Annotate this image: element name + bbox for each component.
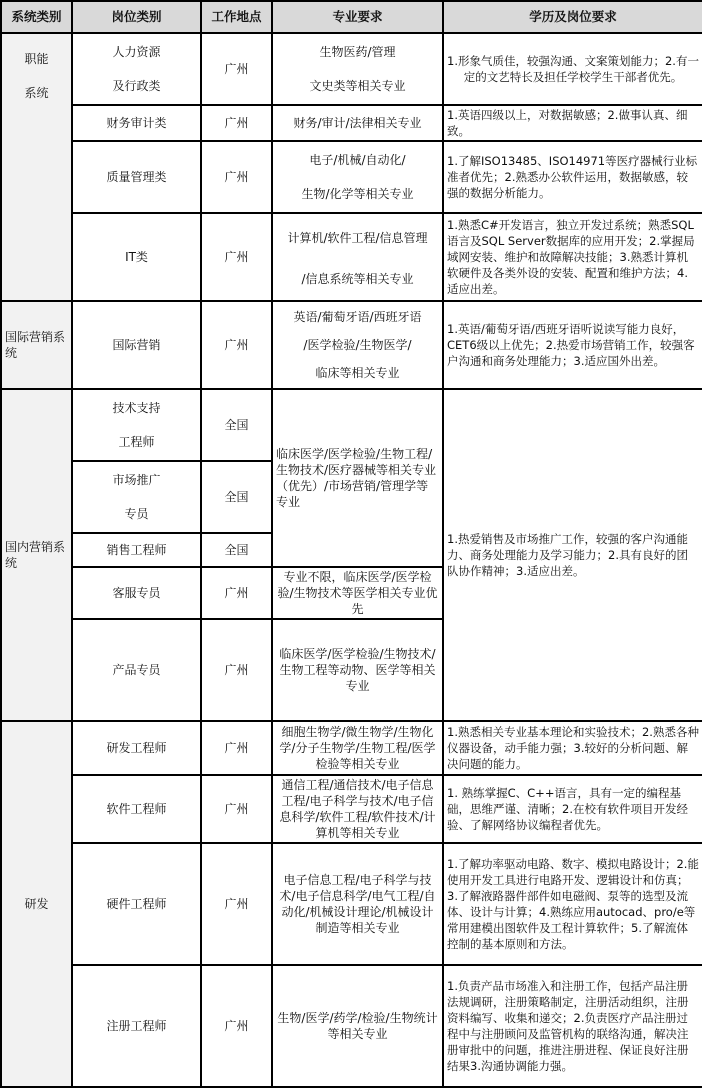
position-cell: 质量管理类 [72,141,201,213]
major-line: 电子/机械/自动化/ [309,153,406,167]
system-cell [1,33,72,301]
location-cell: 广州 [201,843,272,965]
location-cell: 广州 [201,213,272,301]
position-cell: 国际营销 [72,301,201,389]
position-cell: 软件工程师 [72,775,201,843]
position-line: 工程师 [118,435,155,449]
position-cell [72,389,201,461]
requirements-cell: 1.熟悉C#开发语言，独立开发过系统；熟悉SQL语言及SQL Server数据库的应用开发；2.掌握局域网安装、维护和故障解决技能；3.熟悉计算机软硬件及各类外设的安装、配置和维护方法；4.适应出差。 [443,213,702,301]
position-cell: 客服专员 [72,567,201,619]
header-position: 岗位类别 [72,1,201,33]
position-line: 市场推广 [112,473,161,487]
position-cell: 注册工程师 [72,965,201,1087]
position-line: 及行政类 [112,79,161,93]
major-cell [272,213,443,301]
major-cell: 细胞生物学/微生物学/生物化学/分子生物学/生物工程/医学检验等相关专业 [272,721,443,775]
major-cell: 生物/医学/药学/检验/生物统计等相关专业 [272,965,443,1087]
requirements-cell: 1.英语四级以上，对数据敏感；2.做事认真、细致。 [443,105,702,141]
system-line: 职能 [24,52,49,66]
location-cell: 广州 [201,965,272,1087]
major-cell: 临床医学/医学检验/生物工程/生物技术/医疗器械等相关专业（优先）/市场营销/管理学等专业 [272,389,443,567]
requirements-cell: 1.负责产品市场准入和注册工作，包括产品注册法规调研，注册策略制定，注册活动组织，注册资料编写、收集和递交；2.负责医疗产品注册过程中与注册顾问及监管机构的联络沟通，解决注册审批中的问题，推进注册进程、保证良好注册结果3.沟通协调能力强。 [443,965,702,1087]
table-row [1,105,702,141]
header-major: 专业要求 [272,1,443,33]
major-cell [272,33,443,105]
position-cell: 销售工程师 [72,533,201,567]
major-line: 计算机/软件工程/信息管理 [287,231,428,245]
major-line: 生物/化学等相关专业 [301,187,414,201]
table-row [1,33,702,105]
location-cell: 全国 [201,533,272,567]
table-row [1,775,702,843]
major-cell: 通信工程/通信技术/电子信息工程/电子科学与技术/电子信息科学/软件工程/软件技术/计算机等相关专业 [272,775,443,843]
system-cell: 研发 [1,721,72,1087]
position-cell [72,461,201,533]
location-cell: 广州 [201,141,272,213]
requirements-cell: 1.了解ISO13485、ISO14971等医疗器械行业标准者优先；2.熟悉办公软件运用，数据敏感，较强的数据分析能力。 [443,141,702,213]
header-system: 系统类别 [1,1,72,33]
location-cell: 全国 [201,389,272,461]
table-row [1,721,702,775]
location-cell: 广州 [201,721,272,775]
location-cell: 广州 [201,105,272,141]
position-cell: 财务审计类 [72,105,201,141]
position-line: 人力资源 [112,45,161,59]
location-cell: 广州 [201,301,272,389]
major-cell: 专业不限，临床医学/医学检验/生物技术等医学相关专业优先 [272,567,443,619]
requirements-cell: 1.了解功率驱动电路、数字、模拟电路设计；2.能使用开发工具进行电路开发、逻辑设计和仿真；3.了解液路器件部件如电磁阀、泵等的选型及流体、设计与计算；4.熟练应用autocad、pro/e等常用建模出图软件及工程计算软件；5.了解流体控制的基本原则和方法。 [443,843,702,965]
requirements-cell: 1.熟悉相关专业基本理论和实验技术；2.熟悉各种仪器设备，动手能力强；3.较好的分析问题、解决问题的能力。 [443,721,702,775]
location-cell: 广州 [201,619,272,721]
position-cell: 硬件工程师 [72,843,201,965]
major-cell: 电子信息工程/电子科学与技术/电子信息科学/电气工程/自动化/机械设计理论/机械设计制造等相关专业 [272,843,443,965]
requirements-cell: 1. 熟练掌握C、C++语言，具有一定的编程基础，思维严谨、清晰；2.在校有软件项目开发经验、了解网络协议编程者优先。 [443,775,702,843]
table-row [1,389,702,461]
major-line: 临床等相关专业 [315,366,400,380]
major-line: /医学检验/生物医学/ [303,338,412,352]
position-line: 专员 [124,507,149,521]
table-row [1,301,702,389]
position-cell: 产品专员 [72,619,201,721]
major-cell: 临床医学/医学检验/生物技术/生物工程等动物、医学等相关专业 [272,619,443,721]
major-line: /信息系统等相关专业 [301,272,414,286]
major-line: 文史类等相关专业 [309,79,406,93]
table-row [1,141,702,213]
position-cell: IT类 [72,213,201,301]
position-line: 技术支持 [112,401,161,415]
location-cell: 广州 [201,33,272,105]
header-row [1,1,702,33]
major-cell [272,301,443,389]
major-line: 英语/葡萄牙语/西班牙语 [293,310,422,324]
system-line: 系统 [24,86,49,100]
position-cell: 研发工程师 [72,721,201,775]
requirements-cell: 1.形象气质佳，较强沟通、文案策划能力；2.有一定的文艺特长及担任学校学生干部者优先。 [443,33,702,105]
position-cell [72,33,201,105]
location-cell: 广州 [201,775,272,843]
system-cell: 国际营销系统 [1,301,72,389]
location-cell: 全国 [201,461,272,533]
header-location: 工作地点 [201,1,272,33]
requirements-cell: 1.英语/葡萄牙语/西班牙语听说读写能力良好，CET6级以上优先；2.热爱市场营销工作，较强客户沟通和商务处理能力；3.适应国外出差。 [443,301,702,389]
table-row [1,843,702,965]
location-cell: 广州 [201,567,272,619]
major-line: 生物医药/管理 [319,45,396,59]
major-cell: 财务/审计/法律相关专业 [272,105,443,141]
table-row [1,965,702,1087]
table-row [1,213,702,301]
requirements-cell: 1.热爱销售及市场推广工作，较强的客户沟通能力、商务处理能力及学习能力；2.具有良好的团队协作精神；3.适应出差。 [443,389,702,721]
header-requirements: 学历及岗位要求 [443,1,702,33]
major-cell [272,141,443,213]
system-cell: 国内营销系统 [1,389,72,721]
